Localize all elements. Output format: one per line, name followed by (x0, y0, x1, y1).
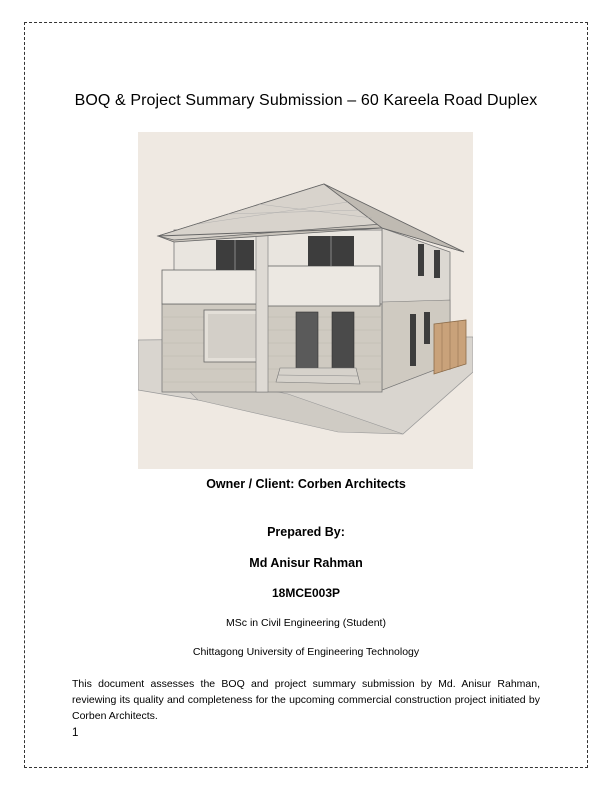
duplex-house-illustration (138, 132, 473, 469)
prepared-by-label: Prepared By: (267, 525, 345, 539)
owner-client-line: Owner / Client: Corben Architects (206, 477, 406, 491)
author-name: Md Anisur Rahman (249, 556, 363, 570)
program-line: MSc in Civil Engineering (Student) (226, 617, 386, 629)
document-title: BOQ & Project Summary Submission – 60 Kareela Road Duplex (74, 92, 538, 109)
page-number: 1 (72, 727, 79, 739)
university-line: Chittagong University of Engineering Technology (192, 646, 420, 658)
summary-paragraph: This document assesses the BOQ and project summary submission by Md. Anisur Rahman, reviewing its quality and completeness for the upcoming commercial construction project initiated by Corben Architects. (72, 678, 540, 722)
student-id: 18MCE003P (271, 586, 341, 600)
